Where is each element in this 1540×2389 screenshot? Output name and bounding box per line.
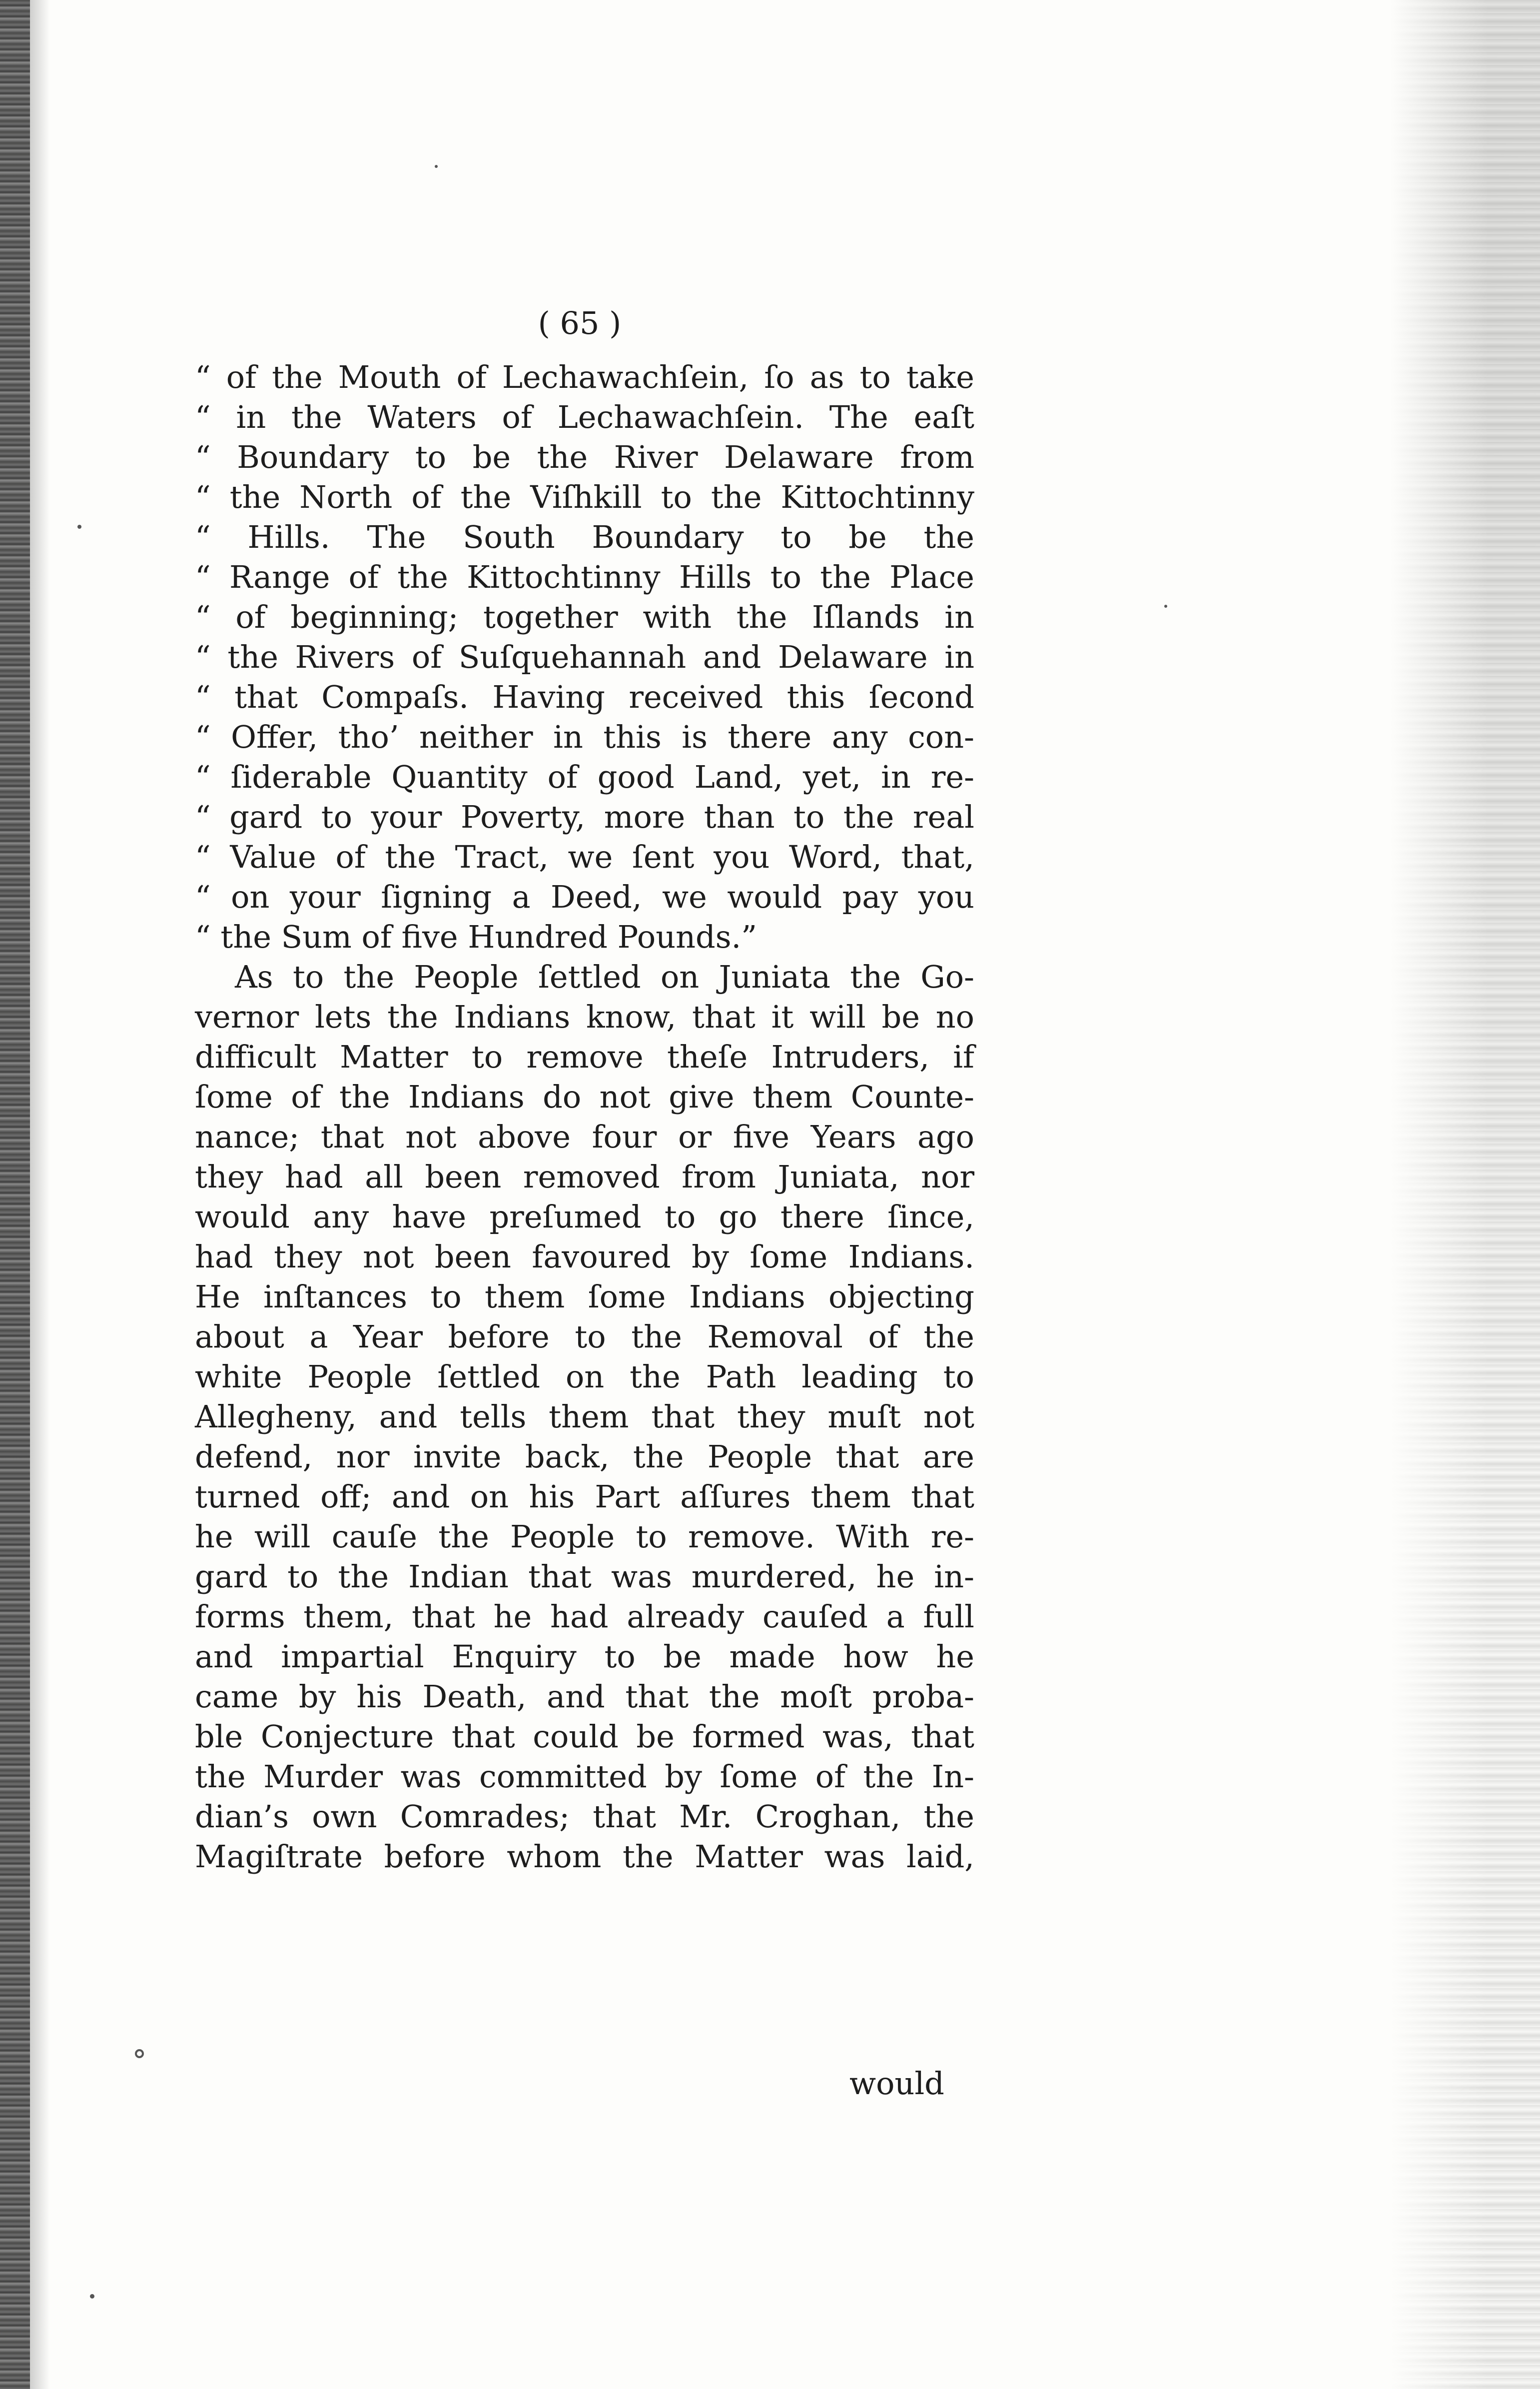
text-line: he will cauſe the People to remove. With re-	[195, 1518, 974, 1555]
page-number: ( 65 )	[538, 305, 622, 341]
text-line: Allegheny, and tells them that they muſt not	[195, 1398, 974, 1435]
text-line: “ in the Waters of Lechawachſein. The eaſt	[195, 399, 974, 435]
text-line: Magiſtrate before whom the Matter was laid,	[195, 1838, 974, 1875]
text-line: vernor lets the Indians know, that it will be no	[195, 999, 974, 1035]
page-edge-noise	[1390, 0, 1540, 2389]
text-line: would any have preſumed to go there ſince,	[195, 1198, 974, 1235]
ink-speck	[77, 525, 81, 529]
text-line: dian’s own Comrades; that Mr. Croghan, the	[195, 1798, 974, 1835]
text-line: difficult Matter to remove theſe Intruders, if	[195, 1039, 974, 1075]
text-line: “ Range of the Kittochtinny Hills to the Place	[195, 559, 974, 595]
text-line: “ of beginning; together with the Iſlands in	[195, 599, 974, 635]
text-line: and impartial Enquiry to be made how he	[195, 1638, 974, 1675]
text-line: came by his Death, and that the moſt proba-	[195, 1678, 974, 1715]
text-line: “ Hills. The South Boundary to be the	[195, 519, 974, 555]
text-line: “ gard to your Poverty, more than to the real	[195, 799, 974, 835]
text-line: gard to the Indian that was murdered, he in-	[195, 1558, 974, 1595]
ink-speck	[90, 2294, 94, 2299]
text-line: “ that Compaſs. Having received this ſecond	[195, 679, 974, 715]
page-gutter-fade	[30, 0, 50, 2389]
text-line: defend, nor invite back, the People that are	[195, 1438, 974, 1475]
text-line: ſome of the Indians do not give them Counte-	[195, 1079, 974, 1115]
text-line: “ on your ſigning a Deed, we would pay you	[195, 879, 974, 915]
page-gutter-shadow	[0, 0, 30, 2389]
text-line: “ ſiderable Quantity of good Land, yet, in re-	[195, 759, 974, 795]
text-line: ble Conjecture that could be formed was, that	[195, 1718, 974, 1755]
text-line: “ Value of the Tract, we ſent you Word, that,	[195, 839, 974, 875]
text-line: He inſtances to them ſome Indians objecting	[195, 1278, 974, 1315]
text-line: they had all been removed from Juniata, nor	[195, 1159, 974, 1195]
text-line: “ the Rivers of Suſquehannah and Delaware in	[195, 639, 974, 675]
text-line: white People ſettled on the Path leading to	[195, 1358, 974, 1395]
text-line: “ Offer, tho’ neither in this is there any con-	[195, 719, 974, 755]
ink-speck	[435, 165, 438, 168]
text-line: nance; that not above four or five Years ago	[195, 1119, 974, 1155]
text-line: turned off; and on his Part aſſures them that	[195, 1478, 974, 1515]
text-line: the Murder was committed by ſome of the In-	[195, 1758, 974, 1795]
text-line: “ the Sum of five Hundred Pounds.”	[195, 919, 757, 955]
text-line: forms them, that he had already cauſed a full	[195, 1598, 974, 1635]
text-line: “ of the Mouth of Lechawachſein, ſo as to take	[195, 359, 974, 395]
text-line: about a Year before to the Removal of the	[195, 1318, 974, 1355]
text-line: had they not been favoured by ſome Indians.	[195, 1238, 974, 1275]
ink-speck	[135, 2049, 144, 2058]
catchword: would	[849, 2065, 944, 2102]
ink-speck	[1164, 605, 1167, 608]
text-line: As to the People ſettled on Juniata the Go-	[235, 959, 974, 995]
text-line: “ the North of the Viſhkill to the Kittochtinny	[195, 479, 974, 515]
text-line: “ Boundary to be the River Delaware from	[195, 439, 974, 475]
